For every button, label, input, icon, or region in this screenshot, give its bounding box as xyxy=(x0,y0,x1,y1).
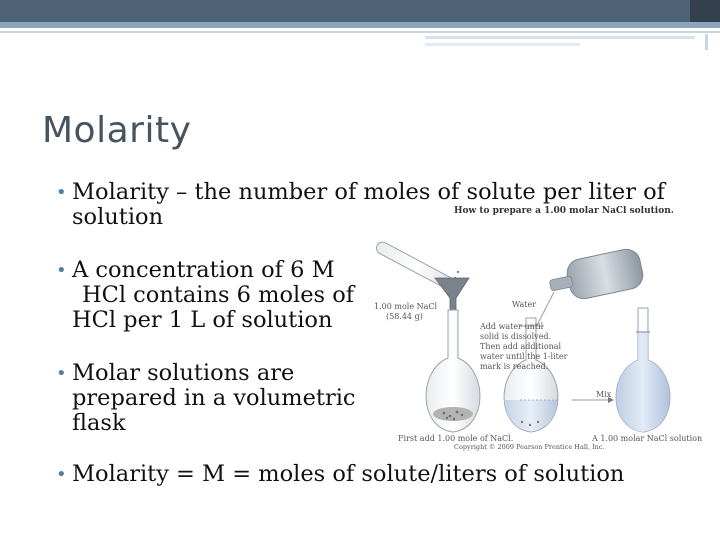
bullet-text-line: prepared in a volumetric xyxy=(72,385,356,411)
instruction-note-line: mark is reached. xyxy=(480,362,549,371)
copyright-notice: Copyright © 2009 Pearson Prentice Hall, Inc. xyxy=(454,443,605,451)
bullet-text-line: A concentration of 6 M xyxy=(72,257,335,283)
bullet-text-line: flask xyxy=(72,410,126,436)
bullet-dot: • xyxy=(56,182,67,203)
bullet-hcl-example xyxy=(56,258,356,333)
header-rule-accent-short xyxy=(425,43,580,46)
bullet-volumetric-flask xyxy=(56,361,356,436)
top-decoration xyxy=(0,0,720,24)
bullet-dot: • xyxy=(56,363,67,384)
slide-title: Molarity xyxy=(42,110,192,151)
instruction-note-line: Then add additional xyxy=(480,342,562,351)
header-rule-accent xyxy=(425,36,695,39)
volumetric-flask-with-salt xyxy=(426,310,480,432)
water-bottle xyxy=(532,247,645,335)
header-rule-tick xyxy=(705,34,708,50)
header-rule xyxy=(0,31,720,33)
figure-title: How to prepare a 1.00 molar NaCl solution. xyxy=(454,206,674,216)
funnel xyxy=(435,278,469,312)
bullet-text-line: Molar solutions are xyxy=(72,360,295,386)
header-band-corner xyxy=(690,0,720,22)
caption-final-solution: A 1.00 molar NaCl solution xyxy=(592,434,703,443)
label-nacl-mass: (58.44 g) xyxy=(386,312,423,321)
label-nacl-amount: 1.00 mole NaCl xyxy=(374,302,438,311)
bullet-text-line: Molarity – the number of moles of solute per liter of xyxy=(72,179,665,205)
bullet-text-line: solution xyxy=(72,204,164,230)
instruction-note-line: solid is dissolved. xyxy=(480,332,552,341)
bullet-text-line: HCl per 1 L of solution xyxy=(72,307,333,333)
bullet-dot: • xyxy=(56,464,67,485)
bullet-molarity-formula xyxy=(56,462,696,487)
label-mix: Mix xyxy=(596,390,612,399)
header-band-light xyxy=(0,22,720,28)
header-band-dark xyxy=(0,0,690,22)
label-water: Water xyxy=(512,300,537,309)
bullet-dot: • xyxy=(56,260,67,281)
instruction-note-line: Add water until xyxy=(480,322,544,331)
bullet-text-line: HCl contains 6 moles of xyxy=(82,282,355,308)
volumetric-flask-1M-solution xyxy=(616,308,670,432)
caption-first-add: First add 1.00 mole of NaCl. xyxy=(398,434,514,443)
nacl-preparation-figure xyxy=(372,200,704,452)
bullet-text-line: Molarity = M = moles of solute/liters of solution xyxy=(72,461,625,487)
instruction-note-line: water until the 1-liter xyxy=(480,352,568,361)
